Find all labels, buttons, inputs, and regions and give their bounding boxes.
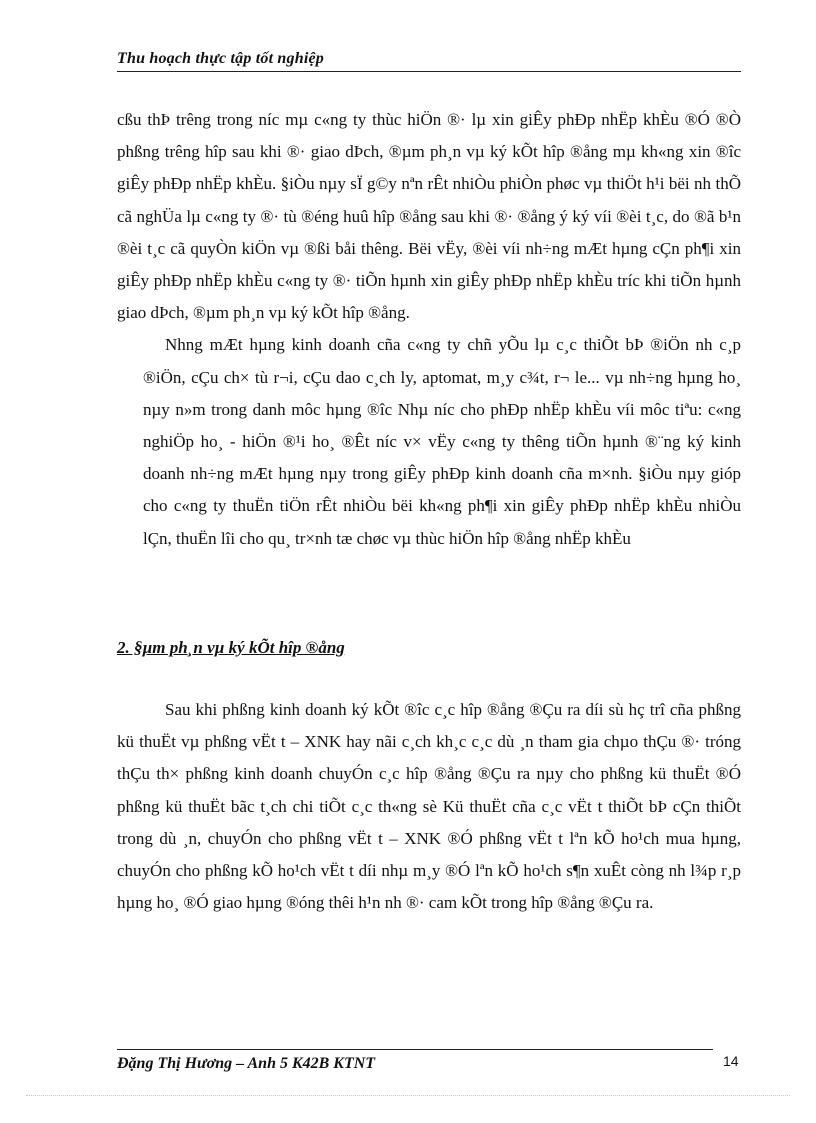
- paragraph-2: Nhng mÆt hµng kinh doanh cña c«ng ty chñ yÕu lµ c¸c thiÕt bÞ ®iÖn nh c¸p ®iÖn, cÇu ch× tù r¬i, cÇu dao c¸ch ly, aptomat, m¸y c¾t, r¬ le... vµ nh÷ng hµng ho¸ nµy n»m trong danh môc hµng ®îc Nhµ níc cho phÐp nhËp khÈu víi môc tiªu: c«ng nghiÖp ho¸ - hiÖn ®¹i ho¸ ®Êt níc v× vËy c«ng ty thêng tiÕn hµnh ®¨ng ký kinh doanh nh÷ng mÆt hµng nµy trong giÊy phÐp kinh doanh cña m×nh. §iÒu nµy gióp cho c«ng ty thuËn tiÖn rÊt nhiÒu bëi kh«ng ph¶i xin giÊy phÐp nhËp khÈu nhiÒu lÇn, thuËn lîi cho qu¸ tr×nh tæ chøc vµ thùc hiÖn hîp ®ång nhËp khÈu: [143, 335, 741, 548]
- section-heading: 2. §µm ph¸n vµ ký kÕt hîp ®ång: [117, 638, 345, 657]
- footer-divider: [117, 1049, 713, 1050]
- page-number: 14: [723, 1053, 739, 1069]
- running-header-title: Thu hoạch thực tập tốt nghiệp: [117, 50, 324, 67]
- body-text-top: [117, 104, 741, 555]
- page-bottom-edge: [26, 1095, 790, 1096]
- paragraph-1: cßu thÞ trêng trong níc mµ c«ng ty thùc hiÖn ®· lµ xin giÊy phÐp nhËp khÈu ®Ó ®Ò phßng trêng hîp sau khi ®· giao dÞch, ®µm ph¸n vµ ký kÕt hîp ®ång mµ kh«ng xin ®îc giÊy phÐp nhËp khÈu. §iÒu nµy sÏ g©y nªn rÊt nhiÒu phiÒn phøc vµ thiÖt h¹i bëi nh thÕ cã nghÜa lµ c«ng ty ®· tù ®éng huû hîp ®ång sau khi ®· ®ång ý ký víi ®èi t¸c, do ®ã b¹n ®èi t¸c cã quyÒn kiÖn vµ ®ßi båi thêng. Bëi vËy, ®èi víi nh÷ng mÆt hµng cÇn ph¶i xin giÊy phÐp nhËp khÈu c«ng ty ®· tiÕn hµnh xin giÊy phÐp nhËp khÈu tríc khi tiÕn hµnh giao dÞch, ®µm ph¸n vµ ký kÕt hîp ®ång.: [117, 110, 741, 323]
- footer-author: Đặng Thị Hương – Anh 5 K42B KTNT: [117, 1055, 376, 1072]
- paragraph-3: Sau khi phßng kinh doanh ký kÕt ®îc c¸c hîp ®ång ®Çu ra díi sù hç trî cña phßng kü thuËt vµ phßng vËt t – XNK hay nãi c¸ch kh¸c c¸c dù ¸n tham gia chµo thÇu ®· tróng thÇu th× phßng kinh doanh chuyÓn c¸c hîp ®ång ®Çu ra nµy cho phßng kü thuËt ®Ó phßng kü thuËt bãc t¸ch chi tiÕt c¸c th«ng sè Kü thuËt cña c¸c vËt t thiÕt bÞ cÇn thiÕt trong dù ¸n, chuyÓn cho phßng vËt t – XNK ®Ó phßng vËt t lªn kÕ ho¹ch mua hµng, chuyÓn cho phßng kÕ ho¹ch vËt t díi nhµ m¸y ®Ó lªn kÕ ho¹ch s¶n xuÊt còng nh l¾p r¸p hµng ho¸ ®Ó giao hµng ®óng thêi h¹n nh ®· cam kÕt trong hîp ®ång ®Çu ra.: [117, 700, 741, 913]
- body-text-bottom: [117, 694, 741, 919]
- header-divider: [117, 71, 741, 72]
